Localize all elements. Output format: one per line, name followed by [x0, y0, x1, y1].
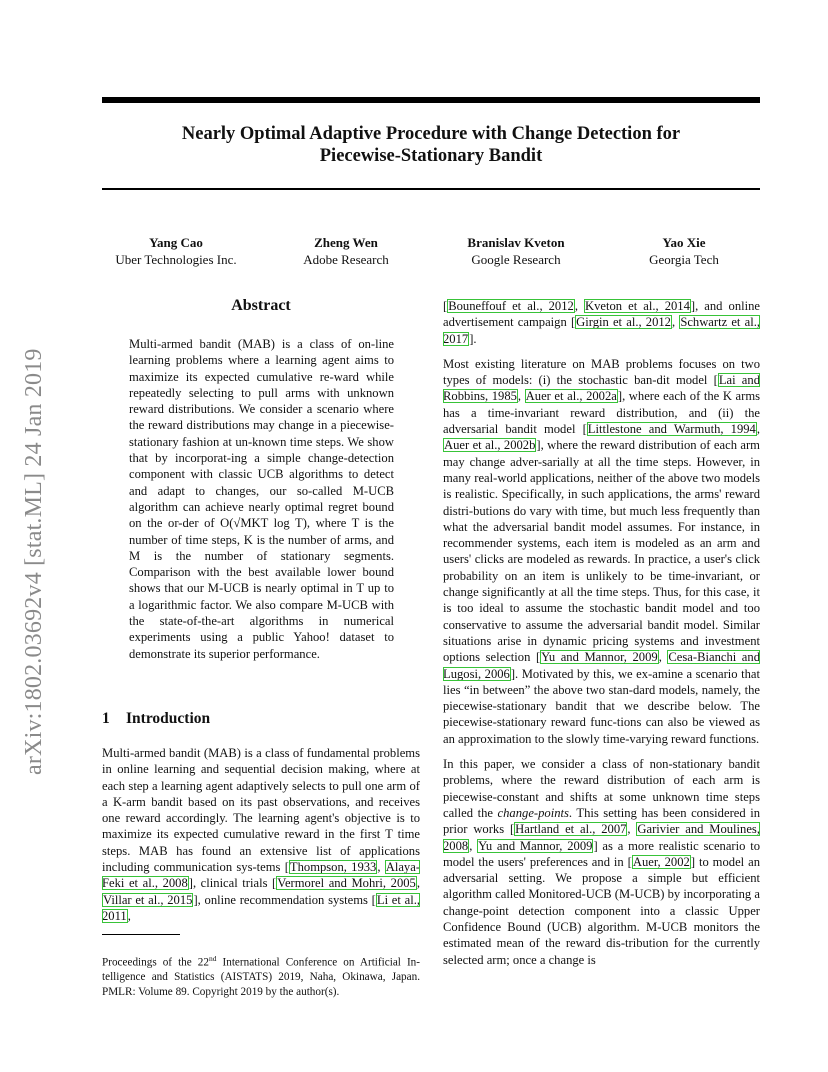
text-run: ], and online advertisement campaign [	[443, 299, 760, 330]
citation-link[interactable]: Lai and Robbins, 1985	[443, 373, 760, 404]
section-number: 1	[102, 710, 110, 727]
text-run: ], where each of the K arms has a time-invariant reward distribution, and (ii) the adversarial bandit model [	[443, 389, 761, 437]
emphasis: change-points	[497, 805, 569, 820]
citation-link[interactable]: Li et al., 2011	[102, 892, 420, 923]
citation-link[interactable]: Hartland et al., 2007	[515, 822, 627, 837]
text-run: ,	[756, 422, 760, 437]
text-run: International Conference on Artificial In-telligence and Statistics (AISTATS) 2019, Naha, Okinawa, Japan. PMLR: Volume 89. Copyright 2019 by the author(s).	[102, 956, 420, 998]
section-title: Introduction	[126, 710, 211, 727]
citation-link[interactable]: Vermorel and Mohri, 2005	[277, 876, 416, 891]
author-affiliation: Adobe Research	[303, 252, 389, 267]
intro-paragraph-1: Multi-armed bandit (MAB) is a class of fundamental problems in online learning and sequential decision making, where at each step a learning agent adaptively selects to pull one arm of a K-arm bandit based on its past observations, and receives one reward accordingly. The learning agent's objective is to maximize its expected cumulative reward in the first T time steps. MAB has found an extensive list of applications including communication sys-tems [Thompson, 1933, Alaya-Feki et al., 2008], clinical trials [Vermorel and Mohri, 2005, Villar et al., 2015], online recommendation systems [Li et al., 2011,	[102, 746, 421, 923]
text-run: Proceedings of the 22	[102, 956, 209, 969]
text-run: ], where the reward distribution of each arm may change adver-sarially at all the time steps. However, in many real-world applications, neither of the above two models is realistic. Specifically, in such applications, the arms' reward distri-butions do vary with time, but much less frequently than what the adversarial bandit model assumes. For instance, in recommender systems, each item is modeled as an arm and users' clicks are modeled as rewards. In practice, a user's click probability on an item is unlikely to be time-invariant, or change significantly at all the time steps. Thus, for this case, it is too ideal to assume the stochastic bandit model and too conservative to assume the adversarial bandit model. Similar situations arise in dynamic pricing systems and investment options selection [	[443, 438, 760, 665]
arxiv-stamp: arXiv:1802.03692v4 [stat.ML] 24 Jan 2019	[21, 348, 47, 775]
text-run: ,	[416, 876, 420, 891]
section-heading-introduction	[102, 710, 210, 728]
text-run: In this paper, we consider a class of non-stationary bandit problems, where the reward distribution of each arm is piecewise-constant and shifts at some unknown time steps called the	[443, 757, 760, 820]
citation-link[interactable]: Yu and Mannor, 2009	[541, 650, 658, 665]
author-1	[101, 234, 251, 268]
author-4	[609, 234, 759, 268]
superscript: nd	[208, 954, 217, 963]
author-name: Yang Cao	[149, 235, 203, 250]
text-run: ]. Motivated by this, we ex-amine a scenario that lies “in between” the above two stan-dard models, namely, the piecewise-stationary bandit that we describe below. The piecewise-stationary reward func-tions can also be viewed as an approximation to the slowly time-varying reward functions.	[443, 666, 761, 746]
paper-title	[102, 123, 760, 167]
citation-link[interactable]: Garivier and Moulines, 2008	[443, 822, 760, 853]
citation-link[interactable]: Yu and Mannor, 2009	[478, 838, 593, 853]
citation-link[interactable]: Littlestone and Warmuth, 1994	[587, 422, 756, 437]
text-run: ,	[574, 299, 585, 313]
citation-link[interactable]: Auer et al., 2002a	[525, 389, 617, 404]
paragraph-continued: [Bouneffouf et al., 2012, Kveton et al., 2014], and online advertisement campaign [Girgin et al., 2012, Schwartz et al., 2017].	[443, 299, 760, 346]
title-line-1: Nearly Optimal Adaptive Procedure with Change Detection for	[181, 124, 681, 144]
text-run: . This setting has been considered in prior works [	[443, 805, 760, 837]
citation-link[interactable]: Girgin et al., 2012	[576, 315, 671, 330]
author-affiliation: Uber Technologies Inc.	[115, 252, 237, 267]
title-rule-bottom	[102, 188, 760, 190]
text-run: ].	[469, 331, 477, 346]
text-run: ,	[671, 315, 680, 330]
author-affiliation: Georgia Tech	[649, 252, 719, 267]
text-run: ,	[627, 822, 637, 837]
author-name: Branislav Kveton	[467, 235, 565, 250]
citation-link[interactable]: Auer, 2002	[632, 854, 690, 869]
text-run: ], online recommendation systems [	[193, 892, 376, 907]
footnote	[102, 952, 420, 999]
text-run: ] as a more realistic scenario to model the users' preferences and in [	[443, 838, 761, 869]
citation-link[interactable]: Bouneffouf et al., 2012	[448, 299, 574, 313]
author-name: Zheng Wen	[314, 235, 378, 250]
citation-link[interactable]: Villar et al., 2015	[103, 892, 193, 907]
text-run: ], clinical trials [	[188, 876, 277, 891]
title-rule-top	[102, 97, 760, 103]
abstract-heading: Abstract	[231, 297, 291, 314]
author-name: Yao Xie	[662, 235, 706, 250]
text-run: Most existing literature on MAB problems focuses on two types of models: (i) the stochastic ban-dit model [	[443, 356, 760, 388]
right-column	[443, 298, 760, 968]
author-2	[271, 234, 421, 268]
text-run: ] to model an adversarial setting. We propose a simple but efficient algorithm called Monitored-UCB (M-UCB) by incorporating a change-point detection component into a classic Upper Confidence Bound (UCB) algorithm. M-UCB monitors the estimated mean of the reward dis-tribution for the currently selected arm; once a change is	[443, 854, 760, 967]
text-run: ,	[658, 650, 668, 665]
text-run: ,	[517, 389, 525, 404]
citation-link[interactable]: Kveton et al., 2014	[585, 299, 690, 313]
abstract-body: Multi-armed bandit (MAB) is a class of on-line learning problems where a learning agent aims to maximize its expected cumulative re-ward while repeatedly selecting to pull arms with unknown reward distributions. We consider a scenario where the reward distributions may change in a piecewise-stationary fashion at un-known time steps. We show that by incorporat-ing a simple change-detection component with classic UCB algorithms to detect and adapt to changes, our so-called M-UCB algorithm can achieve nearly optimal regret bound on the or-der of O(√MKT log T), where T is the number of time steps, K is the number of arms, and M is the number of stationary segments. Comparison with the best available lower bound shows that our M-UCB is nearly optimal in T up to a logarithmic factor. We also compare M-UCB with the state-of-the-art algorithms in numerical experiments using a public Yahoo! dataset to demonstrate its superior performance.	[129, 337, 394, 661]
paragraph-contribution	[443, 756, 760, 968]
citation-link[interactable]: Schwartz et al., 2017	[443, 315, 760, 346]
citation-link[interactable]: Thompson, 1933	[289, 860, 377, 875]
paragraph-models	[443, 356, 760, 747]
text-run: Multi-armed bandit (MAB) is a class of fundamental problems in online learning and sequential decision making, where at each step a learning agent adaptively selects to pull one arm of a K-arm bandit based on its past observations, and receives one reward accordingly. The learning agent's objective is to maximize its expected cumulative reward in the first T time steps. MAB has found an extensive list of applications including communication sys-tems	[102, 746, 420, 875]
author-affiliation: Google Research	[471, 252, 561, 267]
text-run: ,	[469, 838, 478, 853]
citation-link[interactable]: Alaya-Feki et al., 2008	[102, 860, 421, 891]
author-3	[441, 234, 591, 268]
citation-link[interactable]: Cesa-Bianchi and Lugosi, 2006	[443, 650, 760, 681]
text-run: ,	[377, 860, 385, 875]
citation-link[interactable]: Auer et al., 2002b	[444, 438, 536, 453]
text-run: ,	[127, 908, 131, 923]
title-line-2: Piecewise-Stationary Bandit	[319, 146, 543, 166]
footnote-rule	[102, 934, 180, 935]
